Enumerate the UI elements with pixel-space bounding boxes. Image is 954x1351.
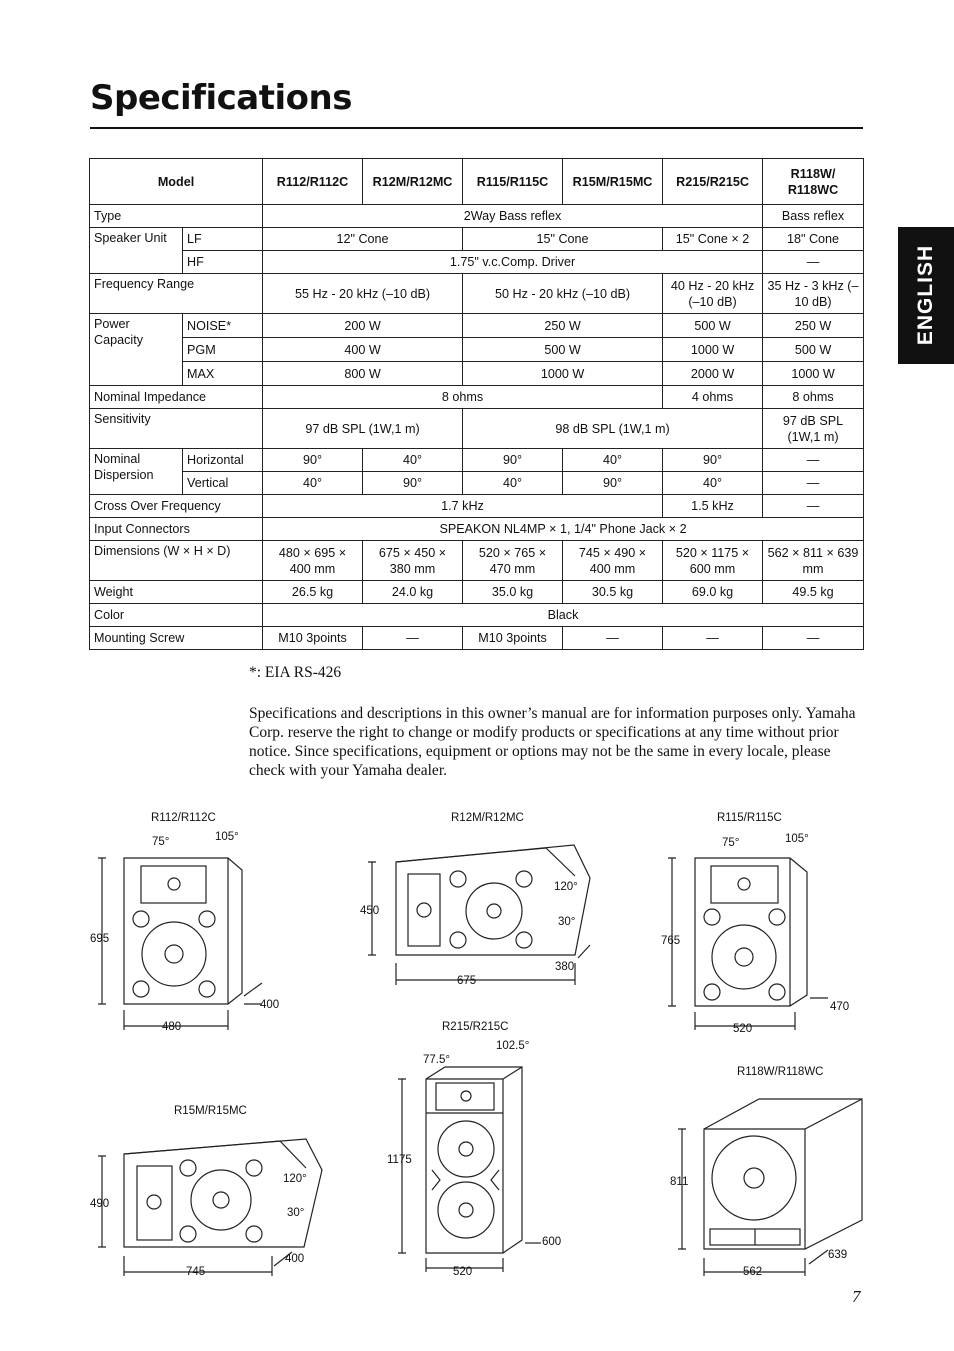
page-number: 7 bbox=[852, 1287, 861, 1306]
row-sublabel: HF bbox=[183, 251, 263, 274]
table-cell: 90° bbox=[663, 449, 763, 472]
table-cell: 18" Cone bbox=[763, 228, 864, 251]
table-cell: — bbox=[763, 449, 864, 472]
table-cell: 40° bbox=[663, 472, 763, 495]
dimension-label: 1175 bbox=[387, 1154, 412, 1166]
table-cell: M10 3points bbox=[263, 627, 363, 650]
table-cell: — bbox=[763, 627, 864, 650]
table-cell: 40 Hz - 20 kHz (–10 dB) bbox=[663, 274, 763, 314]
table-cell: 520 × 765 × 470 mm bbox=[463, 541, 563, 581]
dimension-label: 380 bbox=[555, 961, 575, 973]
table-cell: — bbox=[763, 495, 864, 518]
diagram-label: R115/R115C bbox=[717, 812, 782, 824]
table-cell: 4 ohms bbox=[663, 386, 763, 409]
row-label: Dimensions (W × H × D) bbox=[90, 541, 263, 581]
table-cell: 55 Hz - 20 kHz (–10 dB) bbox=[263, 274, 463, 314]
table-cell: — bbox=[363, 627, 463, 650]
dimension-label: 490 bbox=[90, 1198, 110, 1210]
row-sublabel: Horizontal bbox=[183, 449, 263, 472]
table-cell: 8 ohms bbox=[263, 386, 663, 409]
row-label: Input Connectors bbox=[90, 518, 263, 541]
dimension-label: 675 bbox=[457, 975, 477, 987]
angle-label: 105° bbox=[215, 831, 239, 843]
diagram-label: R118W/R118WC bbox=[737, 1066, 824, 1078]
table-cell: 480 × 695 × 400 mm bbox=[263, 541, 363, 581]
dimension-label: 745 bbox=[186, 1266, 206, 1278]
table-cell: 90° bbox=[363, 472, 463, 495]
table-cell: 200 W bbox=[263, 314, 463, 338]
table-cell: 1000 W bbox=[663, 338, 763, 362]
table-cell: 90° bbox=[563, 472, 663, 495]
table-cell: 40° bbox=[563, 449, 663, 472]
table-cell: 15" Cone × 2 bbox=[663, 228, 763, 251]
angle-label: 120° bbox=[283, 1173, 307, 1185]
diagram-r12m bbox=[360, 812, 590, 987]
dimension-label: 562 bbox=[743, 1266, 763, 1278]
table-cell: 500 W bbox=[663, 314, 763, 338]
table-cell: 69.0 kg bbox=[663, 581, 763, 604]
dimension-label: 400 bbox=[285, 1253, 305, 1265]
angle-label: 102.5° bbox=[496, 1040, 530, 1052]
dimension-label: 811 bbox=[670, 1176, 689, 1188]
angle-label: 105° bbox=[785, 833, 809, 845]
header-col: R118W/ R118WC bbox=[763, 159, 864, 205]
table-cell: M10 3points bbox=[463, 627, 563, 650]
row-label: Nominal Impedance bbox=[90, 386, 263, 409]
row-label: Speaker Unit bbox=[90, 228, 183, 274]
row-sublabel: MAX bbox=[183, 362, 263, 386]
header-col: R15M/R15MC bbox=[563, 159, 663, 205]
table-cell: 40° bbox=[363, 449, 463, 472]
table-cell: — bbox=[663, 627, 763, 650]
diagram-r118w bbox=[670, 1066, 862, 1278]
angle-label: 75° bbox=[722, 837, 740, 849]
table-cell: 35 Hz - 3 kHz (–10 dB) bbox=[763, 274, 864, 314]
table-cell: 2000 W bbox=[663, 362, 763, 386]
table-cell: 97 dB SPL (1W,1 m) bbox=[263, 409, 463, 449]
table-cell: 97 dB SPL (1W,1 m) bbox=[763, 409, 864, 449]
table-cell: 40° bbox=[263, 472, 363, 495]
table-cell: 520 × 1175 × 600 mm bbox=[663, 541, 763, 581]
dimension-label: 695 bbox=[90, 933, 110, 945]
table-cell: 500 W bbox=[763, 338, 864, 362]
header-col: R115/R115C bbox=[463, 159, 563, 205]
table-cell: 49.5 kg bbox=[763, 581, 864, 604]
diagram-r15m bbox=[90, 1105, 322, 1278]
table-cell: SPEAKON NL4MP × 1, 1/4" Phone Jack × 2 bbox=[263, 518, 864, 541]
table-cell: 15" Cone bbox=[463, 228, 663, 251]
table-cell: 562 × 811 × 639 mm bbox=[763, 541, 864, 581]
row-sublabel: NOISE* bbox=[183, 314, 263, 338]
table-cell: — bbox=[763, 472, 864, 495]
table-cell: 40° bbox=[463, 472, 563, 495]
diagram-label: R15M/R15MC bbox=[174, 1105, 247, 1117]
dimension-label: 639 bbox=[828, 1249, 848, 1261]
table-cell: 30.5 kg bbox=[563, 581, 663, 604]
diagram-label: R112/R112C bbox=[151, 812, 216, 824]
header-col: R12M/R12MC bbox=[363, 159, 463, 205]
table-cell: 98 dB SPL (1W,1 m) bbox=[463, 409, 763, 449]
angle-label: 30° bbox=[287, 1207, 305, 1219]
table-cell: Black bbox=[263, 604, 864, 627]
table-cell: 8 ohms bbox=[763, 386, 864, 409]
table-cell: 50 Hz - 20 kHz (–10 dB) bbox=[463, 274, 663, 314]
page-title: Specifications bbox=[90, 78, 352, 118]
footnote: *: EIA RS-426 bbox=[249, 664, 342, 681]
table-cell: 1.75" v.c.Comp. Driver bbox=[263, 251, 763, 274]
diagram-label: R12M/R12MC bbox=[451, 812, 524, 824]
table-cell: 400 W bbox=[263, 338, 463, 362]
dimension-label: 520 bbox=[733, 1023, 753, 1035]
row-sublabel: PGM bbox=[183, 338, 263, 362]
angle-label: 30° bbox=[558, 916, 576, 928]
angle-label: 120° bbox=[554, 881, 578, 893]
table-cell: 26.5 kg bbox=[263, 581, 363, 604]
angle-label: 77.5° bbox=[423, 1054, 450, 1066]
row-sublabel: LF bbox=[183, 228, 263, 251]
diagram-label: R215/R215C bbox=[442, 1021, 509, 1033]
dimension-label: 480 bbox=[162, 1021, 182, 1033]
row-label: Type bbox=[90, 205, 263, 228]
table-cell: 90° bbox=[463, 449, 563, 472]
row-label: Sensitivity bbox=[90, 409, 263, 449]
dimension-label: 450 bbox=[360, 905, 380, 917]
table-cell: 1000 W bbox=[463, 362, 663, 386]
row-label: Cross Over Frequency bbox=[90, 495, 263, 518]
disclaimer-paragraph: Specifications and descriptions in this owner’s manual are for information purposes only. Yamaha Corp. reserve the right to change or modify products or specifications at any time without prior notice. Since specifications, equipment or options may not be the same in every locale, please check with your Yamaha dealer. bbox=[249, 705, 856, 779]
table-cell: 250 W bbox=[763, 314, 864, 338]
table-cell: 1.5 kHz bbox=[663, 495, 763, 518]
row-label: Nominal Dispersion bbox=[90, 449, 183, 495]
row-label: Weight bbox=[90, 581, 263, 604]
table-cell: 800 W bbox=[263, 362, 463, 386]
angle-label: 75° bbox=[152, 836, 170, 848]
table-cell: 90° bbox=[263, 449, 363, 472]
dimension-label: 600 bbox=[542, 1236, 562, 1248]
header-col: R112/R112C bbox=[263, 159, 363, 205]
table-cell: 675 × 450 × 380 mm bbox=[363, 541, 463, 581]
table-cell: — bbox=[763, 251, 864, 274]
table-cell: 2Way Bass reflex bbox=[263, 205, 763, 228]
row-label: Color bbox=[90, 604, 263, 627]
table-cell: 35.0 kg bbox=[463, 581, 563, 604]
diagram-r215 bbox=[387, 1021, 561, 1278]
diagram-r115 bbox=[661, 812, 849, 1035]
dimension-label: 765 bbox=[661, 935, 681, 947]
table-cell: 12" Cone bbox=[263, 228, 463, 251]
table-cell: 745 × 490 × 400 mm bbox=[563, 541, 663, 581]
table-cell: Bass reflex bbox=[763, 205, 864, 228]
language-tab-label: ENGLISH bbox=[914, 244, 937, 346]
dimension-label: 470 bbox=[830, 1001, 850, 1013]
table-cell: 1.7 kHz bbox=[263, 495, 663, 518]
table-cell: — bbox=[563, 627, 663, 650]
diagram-r112 bbox=[90, 812, 279, 1033]
header-model: Model bbox=[90, 159, 263, 205]
table-cell: 24.0 kg bbox=[363, 581, 463, 604]
row-sublabel: Vertical bbox=[183, 472, 263, 495]
table-cell: 1000 W bbox=[763, 362, 864, 386]
dimension-label: 400 bbox=[260, 999, 280, 1011]
row-label: Mounting Screw bbox=[90, 627, 263, 650]
row-label: Power Capacity bbox=[90, 314, 183, 386]
row-label: Frequency Range bbox=[90, 274, 263, 314]
header-col: R215/R215C bbox=[663, 159, 763, 205]
dimension-label: 520 bbox=[453, 1266, 473, 1278]
table-cell: 500 W bbox=[463, 338, 663, 362]
table-cell: 250 W bbox=[463, 314, 663, 338]
